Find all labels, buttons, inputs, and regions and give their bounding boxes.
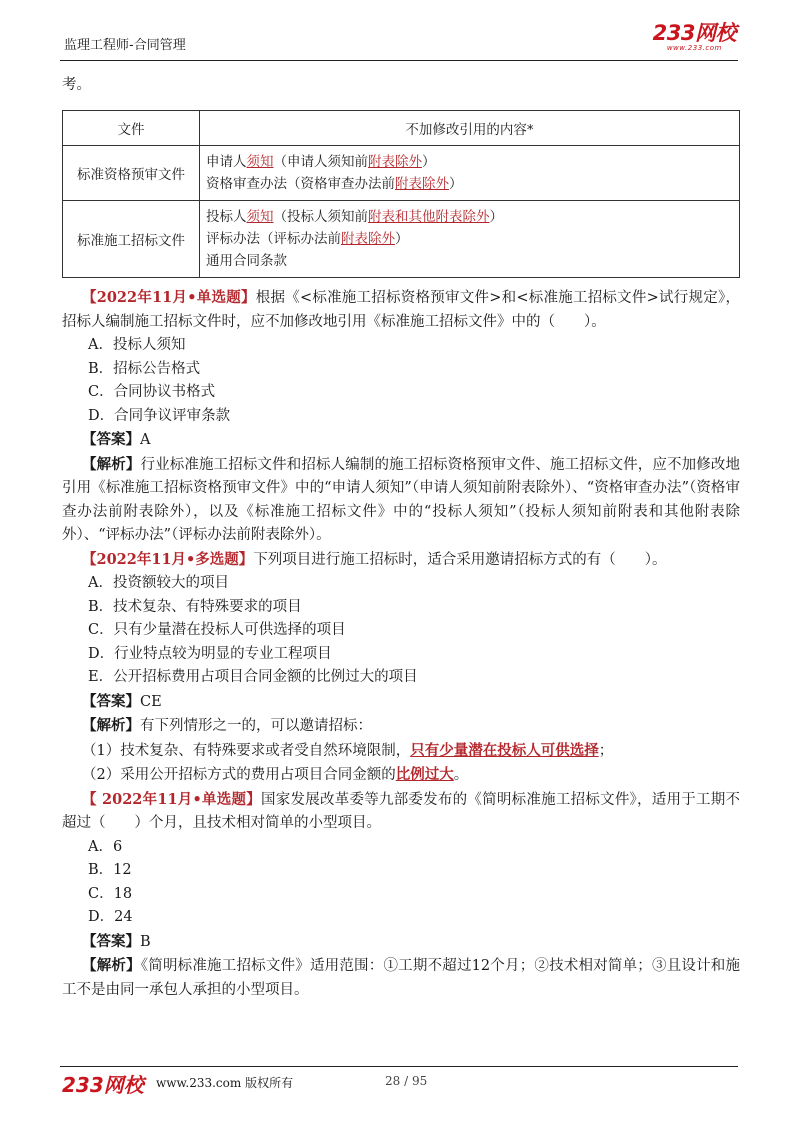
q2-answer-value: CE: [140, 693, 162, 710]
content-text: ）: [422, 154, 436, 170]
content-text: ）: [489, 209, 503, 225]
content-text: 申请人: [206, 154, 247, 170]
underlined-text: 附表除外: [368, 154, 422, 170]
table-header-file: 文件: [63, 111, 200, 146]
q2-point1-end: ；: [598, 742, 614, 759]
table-row: [63, 201, 740, 278]
table-content-line: [206, 228, 733, 250]
content-text: （投标人须知前: [273, 209, 368, 225]
table-header-content: 不加修改引用的内容*: [200, 111, 740, 146]
q2-analysis-label: 【解析】: [82, 717, 140, 734]
q1-tag: 【2022年11月•单选题】: [82, 289, 256, 306]
q1-analysis-label: 【解析】: [82, 455, 141, 473]
content-text: 评标办法（评标办法前: [206, 231, 341, 247]
content-text: ）: [449, 176, 463, 192]
table-content-line: [206, 206, 733, 228]
brand-logo[interactable]: [653, 22, 736, 52]
q3-analysis-label: 【解析】: [82, 957, 141, 974]
q3-answer: [62, 930, 740, 955]
q2-point2-text: （2）采用公开招标方式的费用占项目合同金额的: [82, 767, 396, 783]
q2-option: A．投资额较大的项目: [88, 575, 229, 591]
underlined-text: 附表除外: [341, 231, 395, 247]
table-body: [63, 146, 740, 278]
q3-analysis-text: 《简明标准施工招标文件》适用范围：①工期不超过12个月；②技术相对简单；③且设计和施工不是由同一承包人承担的小型项目。: [62, 958, 741, 998]
q1-stem-text: 根据《<标准施工招标资格预审文件>和<标准施工招标文件>试行规定》，招标人编制施工招标文件时，应不加修改地引用《标准施工招标文件》中的（ ）。: [62, 290, 740, 330]
q2-point1-text: （1）技术复杂、有特殊要求或者受自然环境限制，: [82, 742, 411, 759]
q3-analysis: [62, 954, 740, 1002]
q1-stem: [62, 286, 740, 334]
page-number: 28 / 95: [385, 1074, 428, 1088]
content-text: 投标人: [206, 209, 247, 225]
content-text: （申请人须知前: [273, 154, 368, 170]
page-footer: [60, 1066, 738, 1097]
q3-answer-label: 【答案】: [82, 932, 140, 950]
q2-option: E．公开招标费用占项目合同金额的比例过大的项目: [88, 669, 418, 685]
q2-stem: [62, 548, 740, 573]
q2-point2-highlight: 比例过大: [395, 766, 454, 783]
table-cell-content: [200, 201, 740, 278]
q3-stem: [62, 788, 740, 836]
q2-tag: 【2022年11月•多选题】: [82, 550, 254, 568]
footer-site: www.233.com 版权所有: [156, 1076, 294, 1090]
q3-stem-text: 国家发展改革委等九部委发布的《简明标准施工招标文件》，适用于工期不超过（ ）个月，且技术相对简单的小型项目。: [62, 791, 740, 831]
q1-analysis: [62, 453, 740, 548]
table-row: [63, 146, 740, 201]
content-text: 通用合同条款: [206, 253, 287, 269]
table-content-line: [206, 151, 733, 173]
q1-option: D．合同争议评审条款: [88, 407, 231, 424]
q3-tag: 【 2022年11月•单选题】: [82, 790, 262, 808]
q1-answer: [62, 428, 740, 453]
underlined-text: 附表除外: [395, 176, 449, 192]
q1-answer-value: A: [140, 432, 151, 448]
q2-option: C．只有少量潜在投标人可供选择的项目: [88, 622, 346, 638]
q3-option: A．6: [88, 838, 123, 855]
table-cell-content: [200, 146, 740, 201]
reference-table: [62, 110, 740, 278]
q1-answer-label: 【答案】: [82, 431, 140, 448]
q2-answer: [62, 690, 740, 715]
q2-analysis: [62, 714, 740, 739]
underlined-text: 附表和其他附表除外: [368, 209, 490, 225]
q2-point1-highlight: 只有少量潜在投标人可供选择: [410, 741, 599, 759]
q2-analysis-point-1: [62, 739, 740, 764]
underlined-text: 须知: [246, 154, 274, 170]
q3-option: B．12: [88, 862, 132, 878]
q2-stem-text: 下列项目进行施工招标时，适合采用邀请招标方式的有（ ）。: [253, 551, 667, 568]
q1-option: B．招标公告格式: [88, 360, 201, 377]
page-header: [60, 20, 738, 61]
table-header-row: [63, 111, 740, 146]
content-text: ）: [395, 231, 409, 247]
table-cell-file: 标准资格预审文件: [63, 146, 200, 201]
content-text: 资格审查办法（资格审查办法前: [206, 176, 395, 192]
table-cell-file: 标准施工招标文件: [63, 201, 200, 278]
table-content-line: [206, 250, 733, 272]
q2-option: B．技术复杂、有特殊要求的项目: [88, 598, 302, 615]
q2-answer-label: 【答案】: [82, 692, 140, 710]
underlined-text: 须知: [246, 209, 274, 225]
brand-logo-text: 233网校: [652, 21, 736, 45]
q2-option: D．行业特点较为明显的专业工程项目: [88, 645, 332, 662]
q1-option: A．投标人须知: [88, 337, 186, 353]
page-content: [62, 72, 740, 1002]
q3-answer-value: B: [140, 933, 151, 950]
q1-analysis-text: 行业标准施工招标文件和招标人编制的施工招标资格预审文件、施工招标文件，应不加修改地引用《标准施工招标资格预审文件》中的“申请人须知”（申请人须知前附表除外）、“资格审查办法”（资格审查办法前附表除外），以及《标准施工招标文件》中的“投标人须知”（投标人须知前附表和其他附表除外）、“评标办法”（评标办法前附表除外）。: [62, 456, 740, 543]
lead-text: 考。: [62, 77, 91, 93]
q2-analysis-point-2: [62, 763, 740, 788]
table-content-line: [206, 173, 733, 195]
q1-option: C．合同协议书格式: [88, 384, 216, 400]
q3-option: C．18: [88, 885, 133, 902]
q2-analysis-intro: 有下列情形之一的，可以邀请招标：: [140, 718, 372, 734]
header-title: 监理工程师-合同管理: [64, 38, 186, 53]
q3-option: D．24: [88, 909, 133, 925]
q2-point2-end: 。: [453, 767, 469, 783]
footer-logo[interactable]: 233网校: [62, 1073, 144, 1097]
brand-logo-url: www.233.com: [666, 44, 722, 52]
